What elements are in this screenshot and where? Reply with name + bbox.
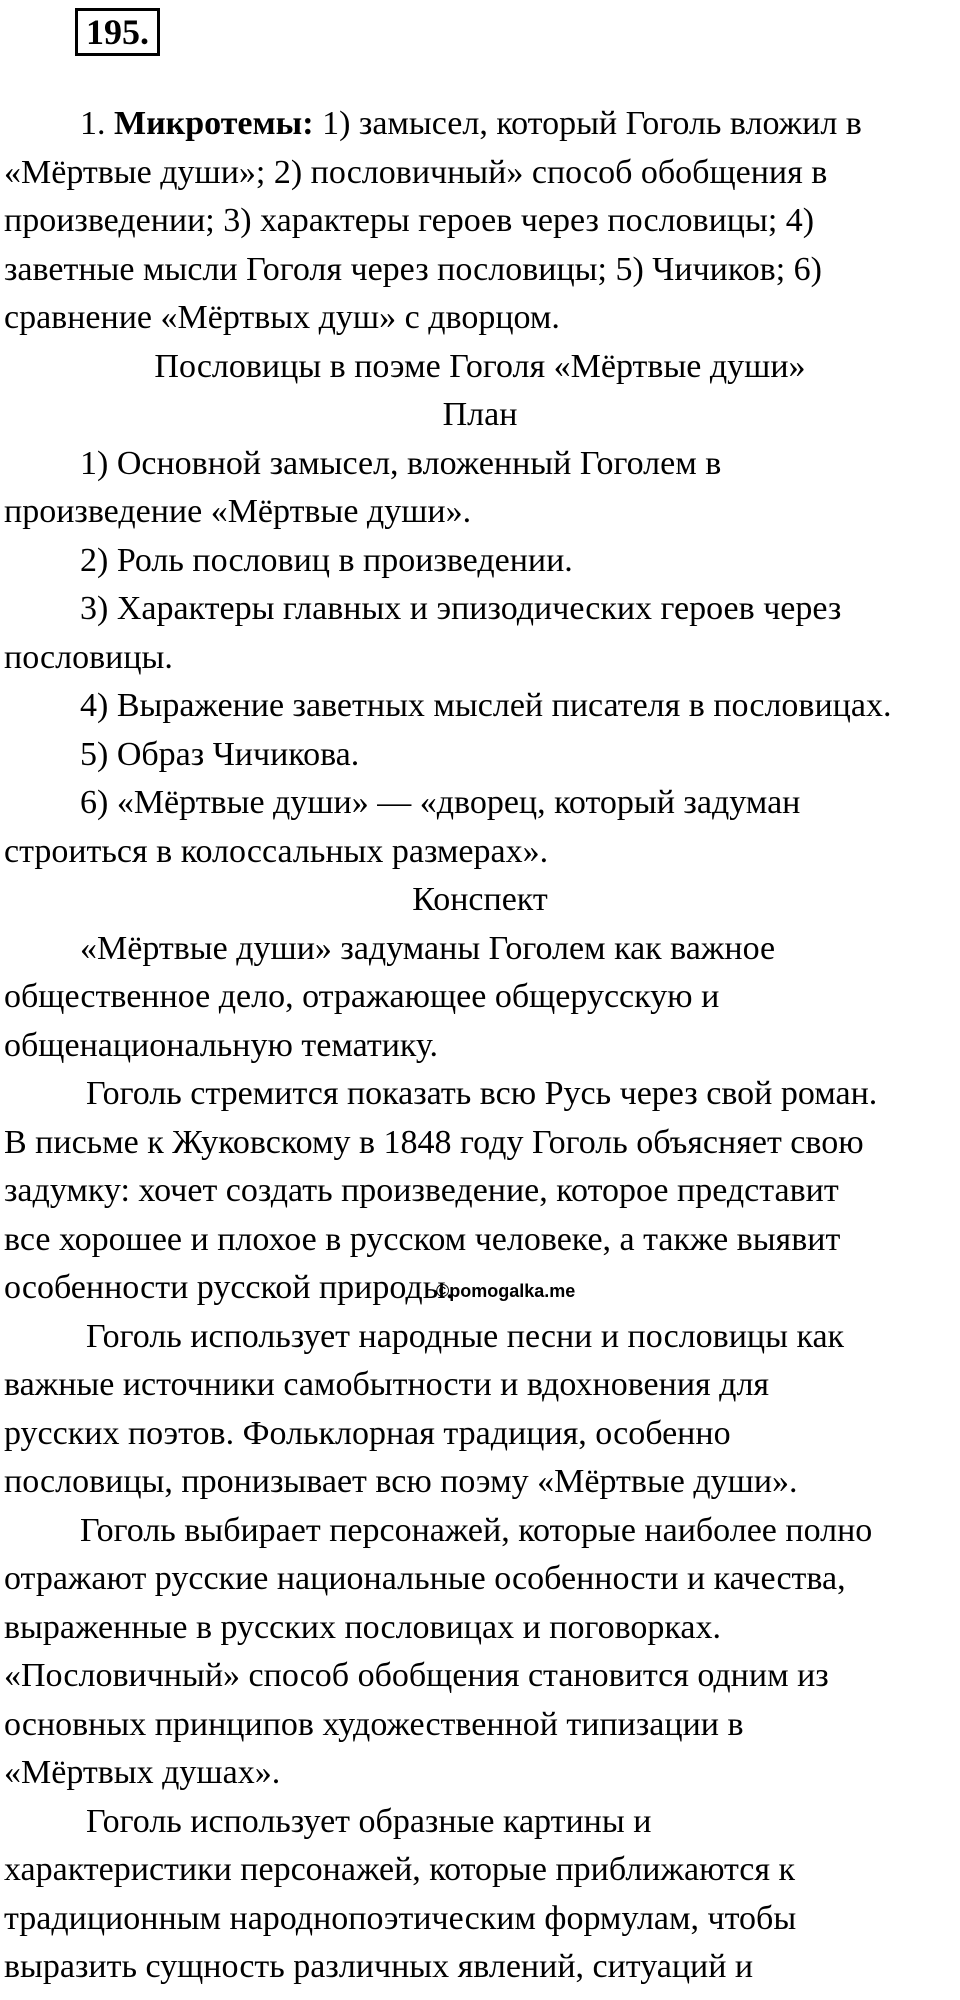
summary-paragraph [4,1507,956,1798]
summary-line: задумку: хочет создать произведение, которое представит [4,1172,839,1209]
summary-paragraph [4,1313,956,1507]
summary-line: выраженные в русских пословицах и поговорках. [4,1608,721,1646]
plan-item: 6) «Мёртвые души» — «дворец, который задуман [80,784,801,821]
microthemes-label: Микротемы: [114,105,314,142]
summary-line: основных принципов художественной типизации в [4,1705,744,1743]
summary-line: «Пословичный» способ обобщения становится одним из [4,1657,829,1694]
summary-line: выразить сущность различных явлений, ситуаций и [4,1948,754,1985]
summary-line: В письме к Жуковскому в 1848 году Гоголь объясняет свою [4,1123,864,1161]
watermark-label: ©pomogalka.me [436,1281,576,1301]
plan-item: 3) Характеры главных и эпизодических героев через [80,590,842,627]
summary-line: Гоголь использует народные песни и пословицы как [86,1317,845,1355]
plan-item: 2) Роль пословиц в произведении. [80,541,573,579]
summary-line: отражают русские национальные особенности и качества, [4,1560,846,1597]
summary-paragraph [4,1798,956,1992]
summary-line: «Мёртвые души» задуманы Гоголем как важное [80,929,776,967]
summary-line: характеристики персонажей, которые приближаются к [4,1851,796,1888]
plan-item-continuation: строиться в колоссальных размерах». [4,832,549,870]
microthemes-line: заветные мысли Гоголя через пословицы; 5) Чичиков; 6) [4,250,822,288]
document-body [4,100,956,1992]
plan-item: 1) Основной замысел, вложенный Гоголем в [80,444,722,482]
summary-line: Гоголь выбирает персонажей, которые наиболее полно [80,1511,873,1549]
microthemes-prefix: 1. [80,105,114,142]
microthemes-line: произведении; 3) характеры героев через пословицы; 4) [4,202,815,239]
summary-paragraph [4,925,956,1071]
summary-line: общенациональную тематику. [4,1026,439,1064]
plan-list [4,440,956,877]
summary-line: русских поэтов. Фольклорная традиция, особенно [4,1414,731,1452]
summary-line: важные источники самобытности и вдохновения для [4,1366,770,1403]
summary-line: пословицы, пронизывает всю поэму «Мёртвые души». [4,1463,798,1500]
summary-line: особенности русской природы. [4,1269,455,1306]
summary-paragraph [4,1070,956,1313]
summary-line: Гоголь стремится показать всю Русь через свой роман. [86,1075,878,1112]
essay-title: Пословицы в поэме Гоголя «Мёртвые души» [154,347,806,385]
summary-line: общественное дело, отражающее общерусскую и [4,978,720,1015]
summary-line: «Мёртвых душах». [4,1754,281,1791]
microthemes-line-1 [4,100,956,149]
plan-item-continuation: произведение «Мёртвые души». [4,493,472,530]
microthemes-line: сравнение «Мёртвых душ» с дворцом. [4,299,560,336]
microthemes-paragraph [4,100,956,343]
plan-item-continuation: пословицы. [4,638,173,676]
summary-heading: Конспект [412,881,548,918]
summary-line: традиционным народнопоэтическим формулам, чтобы [4,1899,797,1937]
summary-line: все хорошее и плохое в русском человеке, а также выявит [4,1220,841,1258]
summary-line: Гоголь использует образные картины и [86,1802,652,1840]
plan-item: 4) Выражение заветных мыслей писателя в пословицах. [80,687,892,724]
task-number-box: 195. [75,8,160,56]
plan-item: 5) Образ Чичикова. [80,735,360,773]
plan-heading: План [442,396,518,433]
microthemes-text: 1) замысел, который Гоголь вложил в [313,105,862,142]
microthemes-line: «Мёртвые души»; 2) пословичный» способ обобщения в [4,153,828,191]
